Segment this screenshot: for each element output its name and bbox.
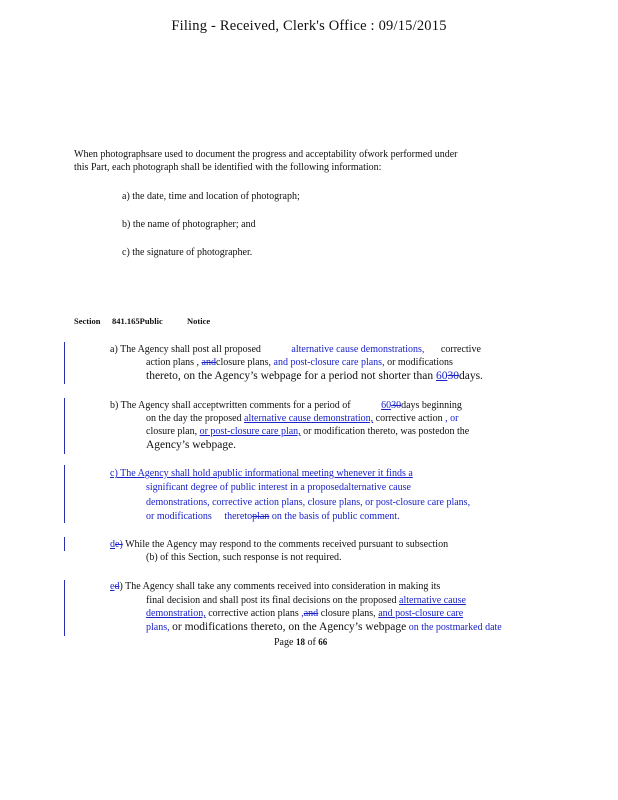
deleted-text: and (303, 608, 319, 619)
para-c-line-1: c) The Agency shall hold apublic informational meeting whenever it finds a (110, 468, 413, 479)
para-c-line-3: demonstrations, corrective action plans, closure plans, or post-closure care plans, (146, 497, 471, 508)
inserted-text: and post-closure care plans, (273, 357, 385, 368)
para-b-text: on the day the proposed (146, 413, 242, 424)
para-e-text: closure plans, (320, 608, 376, 619)
deleted-text: 30 (447, 370, 459, 382)
para-a-text: thereto, on the Agency’s webpage for a period not shorter than (146, 370, 434, 382)
inserted-text: 60 (381, 400, 392, 411)
change-bar-e (64, 580, 65, 636)
page-current: 18 (295, 637, 305, 647)
list-item-b: b) the name of photographer; and (122, 219, 256, 230)
para-c-text: on the basis of public comment. (271, 511, 400, 522)
page-number (274, 637, 327, 648)
change-bar-c (64, 465, 65, 523)
para-a-text: action plans , (146, 357, 200, 368)
para-e-text: final decision and shall post its final decisions on the proposed (146, 595, 397, 606)
para-b-line-2 (146, 412, 458, 425)
para-c-text: thereto (224, 511, 253, 522)
change-bar-a (64, 342, 65, 384)
inserted-text: , (301, 608, 304, 619)
change-bar-b (64, 398, 65, 454)
para-d-text: While the Agency may respond to the comments received pursuant to subsection (125, 539, 449, 550)
para-e-text: ) The Agency shall take any comments received into consideration in making its (119, 581, 441, 592)
para-b-text: or modification thereto, was postedon the (303, 426, 470, 437)
para-a-text: a) The Agency shall post all proposed (110, 344, 261, 355)
para-e-text: or modifications thereto, on the Agency’s webpage (172, 621, 407, 633)
inserted-text: d (110, 539, 115, 550)
para-e-line-3 (146, 607, 463, 620)
inserted-text: or post-closure care plan, (199, 426, 301, 437)
para-e-line-4 (146, 621, 502, 634)
para-d-line-2: (b) of this Section, such response is not required. (146, 552, 342, 563)
deleted-text: d (114, 581, 120, 592)
para-b-line-3 (146, 425, 469, 438)
para-b-line-1 (110, 399, 462, 412)
para-e-line-1 (110, 580, 440, 593)
inserted-text: 60 (435, 370, 448, 382)
para-b-text: corrective action (375, 413, 443, 424)
inserted-text: plans, (146, 622, 170, 633)
inserted-text: alternative cause (399, 595, 466, 606)
para-c-line-2: significant degree of public interest in a proposedalternative cause (146, 482, 411, 493)
para-d-line-1 (110, 538, 448, 551)
para-b-text: closure plan, (146, 426, 198, 437)
para-c-text: or modifications (146, 511, 212, 522)
page-word: Page (274, 637, 294, 648)
para-a-text: closure plans, (216, 357, 271, 368)
para-a-line-3 (146, 370, 483, 383)
para-c-line-4 (146, 510, 400, 523)
para-a-line-1 (110, 343, 481, 356)
deleted-text: 30 (391, 400, 402, 411)
deleted-text: plan (252, 511, 270, 522)
para-a-text: corrective (440, 344, 481, 355)
intro-line-2: this Part, each photograph shall be identified with the following information: (74, 162, 382, 173)
intro-line-1: When photographsare used to document the progress and acceptability ofwork performed under (74, 149, 458, 160)
para-b-line-4: Agency’s webpage. (146, 439, 237, 451)
para-b-text: days beginning (401, 400, 462, 411)
page-total: 66 (318, 637, 328, 647)
deleted-text: e) (115, 539, 123, 550)
inserted-text: e (110, 581, 115, 592)
section-label: Section (74, 316, 101, 326)
change-bar-d (64, 537, 65, 551)
filing-header: Filing - Received, Clerk's Office : 09/15/2015 (171, 18, 447, 34)
para-b-text: b) The Agency shall acceptwritten comments for a period of (110, 400, 351, 411)
para-a-text: or modifications (387, 357, 453, 368)
para-a-text: days. (458, 370, 483, 382)
list-item-c: c) the signature of photographer. (122, 247, 253, 258)
para-e-text: corrective action plans (208, 608, 299, 619)
inserted-text: demonstration, (146, 608, 206, 619)
inserted-text: alternative cause demonstrations, (291, 344, 425, 355)
of-word: of (307, 637, 316, 648)
inserted-text: alternative cause demonstration, (244, 413, 374, 424)
inserted-text: and post-closure care (378, 608, 464, 619)
list-item-a: a) the date, time and location of photograph; (122, 191, 300, 202)
inserted-text: on the postmarked date (408, 622, 502, 633)
inserted-text: , or (445, 413, 459, 424)
para-e-line-2 (146, 594, 466, 607)
section-number: 841.165Public (112, 316, 163, 326)
deleted-text: and (201, 357, 216, 368)
section-title: Notice (187, 316, 211, 326)
para-a-line-2 (146, 356, 453, 369)
